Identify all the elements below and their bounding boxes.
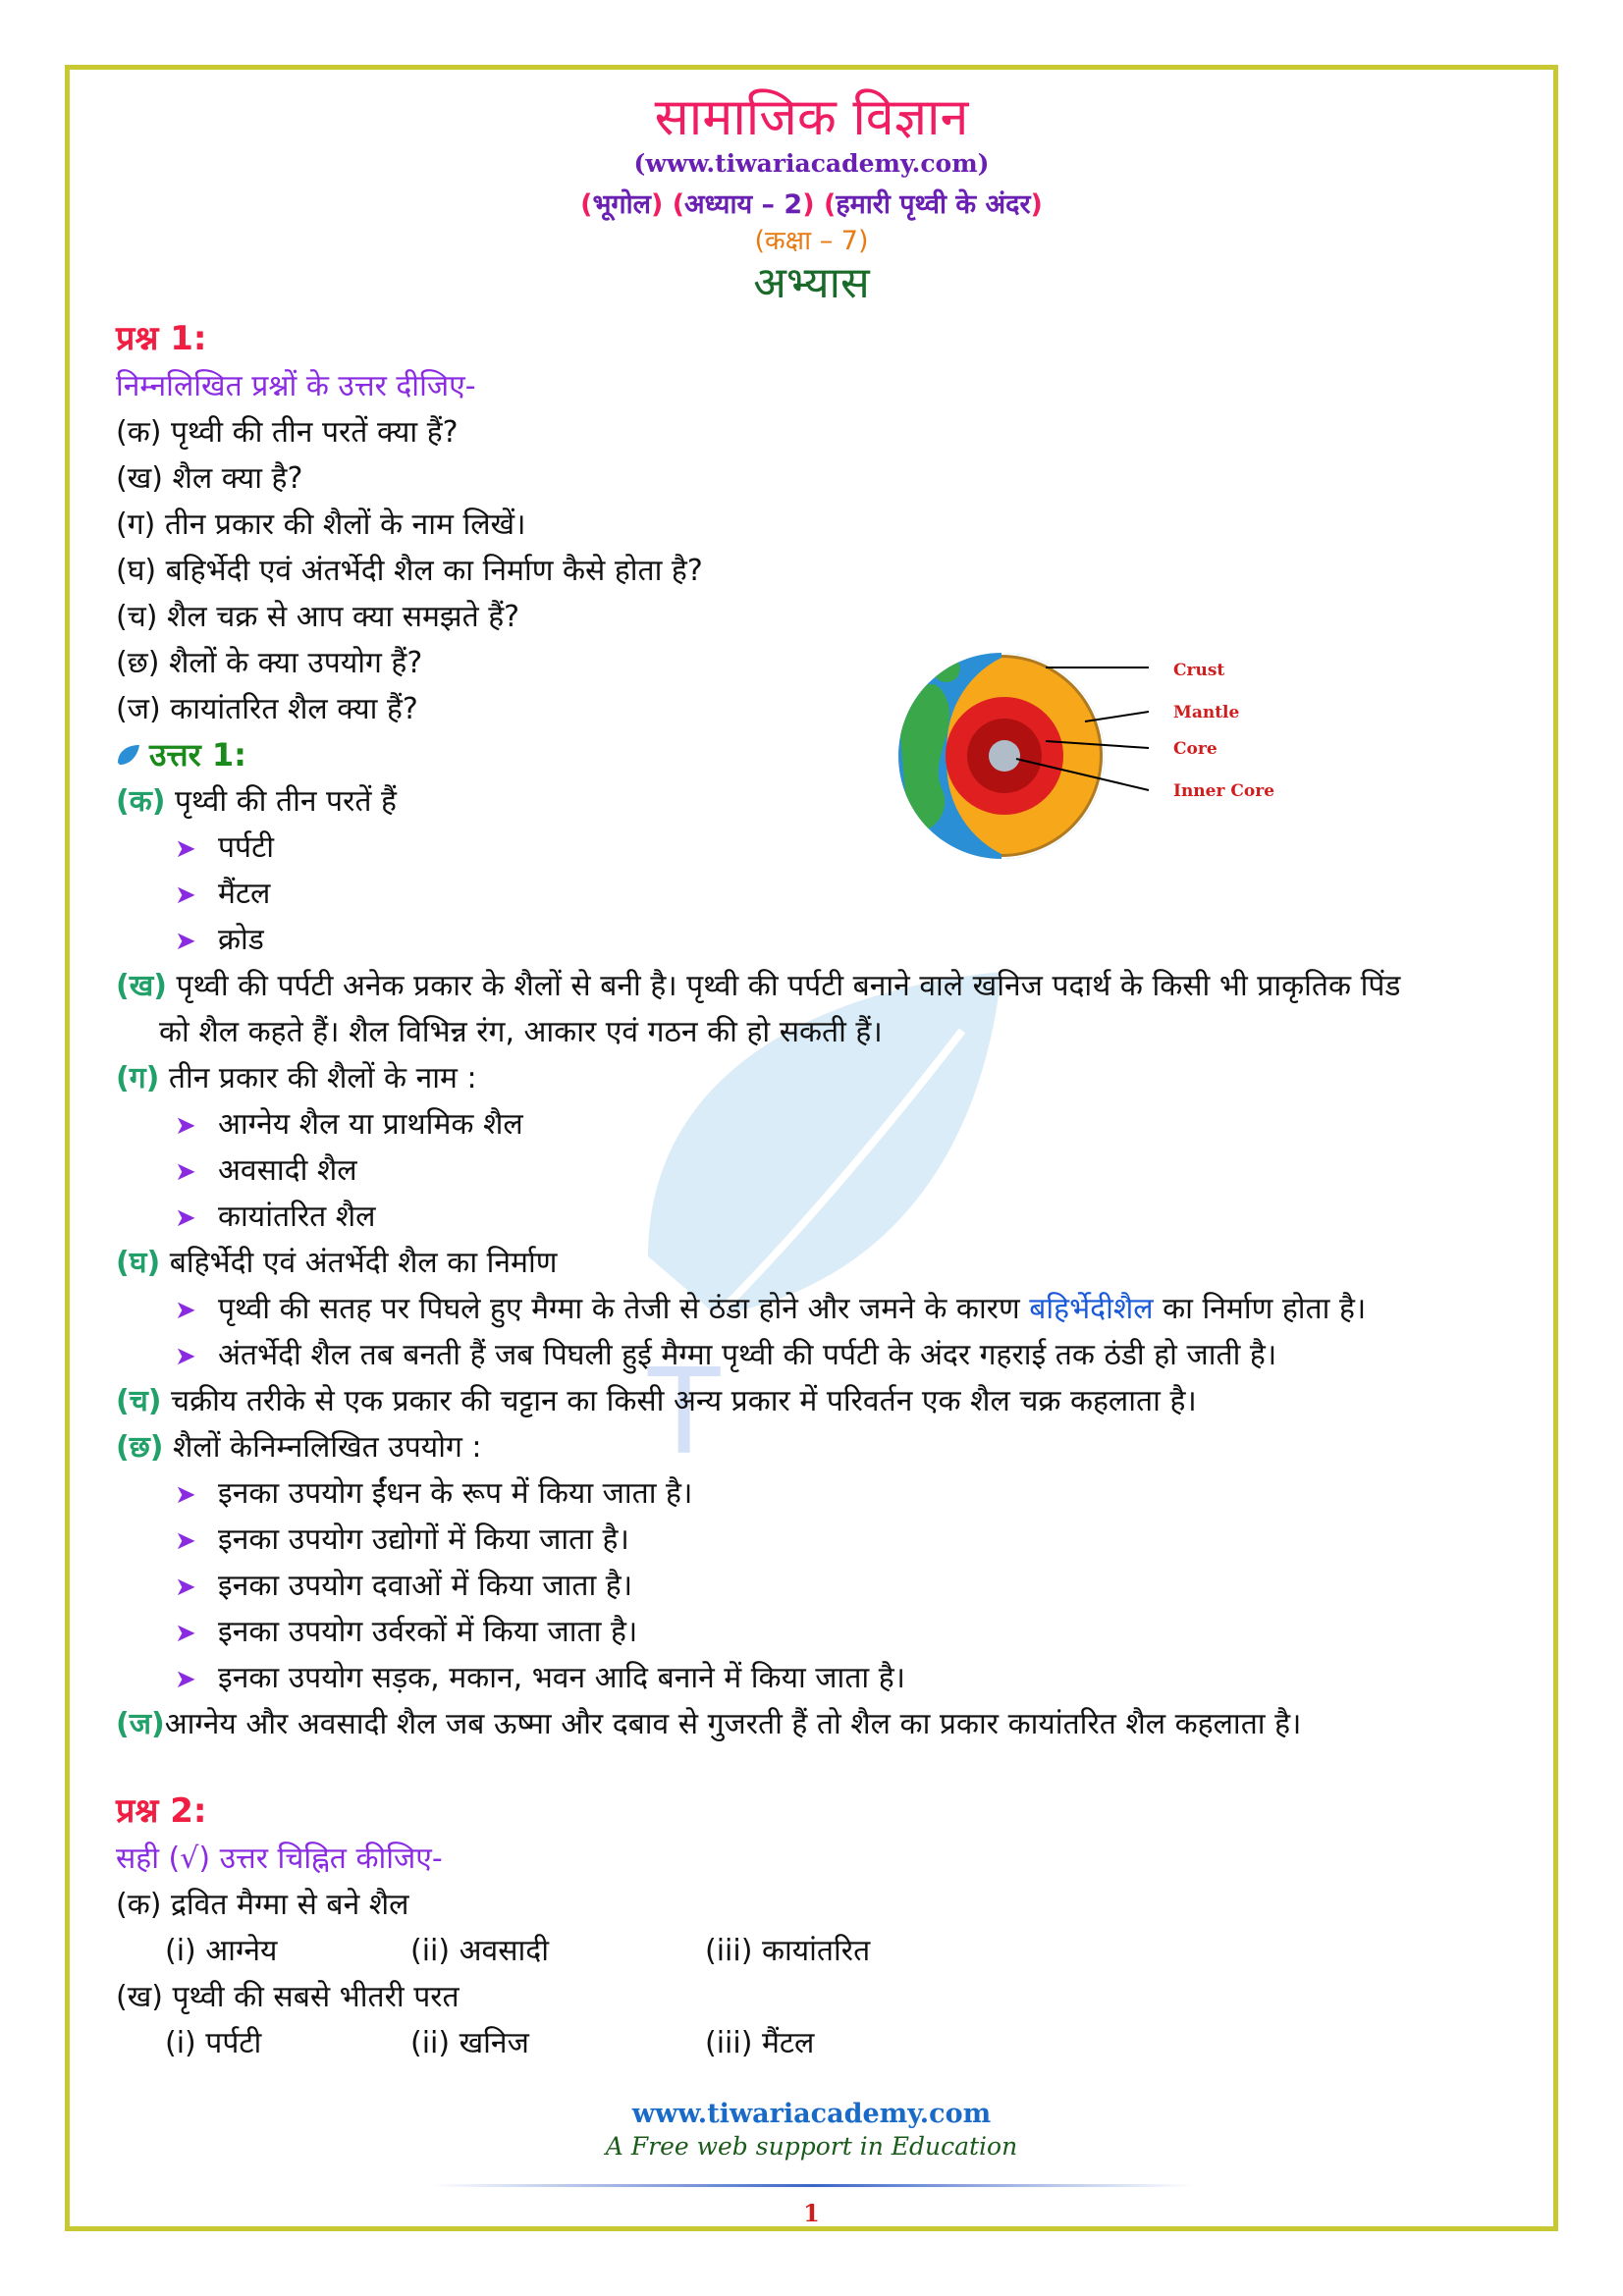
list-item bbox=[116, 871, 1530, 917]
arrow-bullet-icon: ➤ bbox=[175, 1619, 196, 1648]
question-2-ka: (क) द्रवित मैग्मा से बने शैल bbox=[116, 1888, 409, 1922]
answer-label: (छ) bbox=[116, 1430, 164, 1465]
arrow-bullet-icon: ➤ bbox=[175, 1203, 196, 1233]
subject: भूगोल bbox=[592, 189, 651, 220]
option[interactable]: (iii) मैंटल bbox=[705, 2026, 815, 2060]
arrow-bullet-icon: ➤ bbox=[175, 834, 196, 864]
answer-chha bbox=[116, 1424, 1530, 1470]
svg-text:T: T bbox=[648, 1345, 721, 1472]
footer-website-link[interactable]: www.tiwariacademy.com bbox=[631, 2099, 992, 2129]
options-row bbox=[116, 2020, 1530, 2066]
list-item-text: इनका उपयोग उद्योगों में किया जाता है। bbox=[218, 1522, 629, 1557]
arrow-bullet-icon: ➤ bbox=[175, 1665, 196, 1694]
label-core: Core bbox=[1173, 739, 1217, 759]
question-1-item: (क) पृथ्वी की तीन परतें क्या हैं? bbox=[116, 415, 459, 450]
list-item-text: इनका उपयोग ईंधन के रूप में किया जाता है। bbox=[218, 1476, 693, 1511]
list-item bbox=[116, 1332, 1530, 1378]
answer-ja bbox=[116, 1701, 1530, 1747]
answer-text: पृथ्वी की तीन परतें हैं bbox=[175, 784, 397, 819]
question-1-item: (ज) कायांतरित शैल क्या हैं? bbox=[116, 692, 418, 726]
list-item-text: अंतर्भेदी शैल तब बनती हैं जब पिघली हुई मैग्मा पृथ्वी की पर्पटी के अंदर गहराई तक ठंडी हो जाती है। bbox=[218, 1338, 1277, 1372]
answer-text: पृथ्वी की पर्पटी अनेक प्रकार के शैलों से बनी है। पृथ्वी की पर्पटी बनाने वाले खनिज पदार्थ के किसी भी प्राकृतिक पिंड bbox=[176, 969, 1401, 1003]
answer-text: शैलों केनिम्नलिखित उपयोग : bbox=[173, 1430, 482, 1465]
list-item-text: क्रोड bbox=[218, 923, 264, 957]
list-item bbox=[116, 1286, 1530, 1332]
answer-label: (घ) bbox=[116, 1246, 161, 1280]
question-1-heading: प्रश्न 1: bbox=[116, 319, 207, 358]
arrow-bullet-icon: ➤ bbox=[175, 1157, 196, 1187]
answer-text: तीन प्रकार की शैलों के नाम : bbox=[168, 1061, 477, 1095]
answer-kha-cont: को शैल कहते हैं। शैल विभिन्न रंग, आकार एवं गठन की हो सकती हैं। bbox=[159, 1015, 883, 1049]
option[interactable]: (ii) अवसादी bbox=[410, 1934, 549, 1968]
list-item bbox=[116, 1517, 1530, 1563]
list-item-text: पृथ्वी की सतह पर पिघले हुए मैग्मा के तेजी से ठंडा होने और जमने के कारण bbox=[218, 1292, 1030, 1326]
list-item-text: मैंटल bbox=[218, 877, 271, 911]
website-header: (www.tiwariacademy.com) bbox=[633, 149, 990, 178]
answer-text: बहिर्भेदी एवं अंतर्भेदी शैल का निर्माण bbox=[169, 1246, 558, 1280]
answer-1-heading bbox=[116, 732, 1530, 778]
list-item bbox=[116, 1470, 1530, 1517]
list-item bbox=[116, 917, 1530, 963]
question-1-instruction: निम्नलिखित प्रश्नों के उत्तर दीजिए- bbox=[116, 369, 476, 403]
page-number: 1 bbox=[803, 2199, 820, 2227]
answer-label: (क) bbox=[116, 784, 166, 819]
arrow-bullet-icon: ➤ bbox=[175, 1342, 196, 1371]
leaf-logo-icon bbox=[116, 743, 141, 769]
chapter-number: अध्याय – 2 bbox=[684, 189, 803, 220]
class-text: कक्षा – 7 bbox=[765, 226, 858, 256]
question-1-item: (घ) बहिर्भेदी एवं अंतर्भेदी शैल का निर्माण कैसे होता है? bbox=[116, 554, 703, 588]
label-mantle: Mantle bbox=[1173, 703, 1240, 722]
answer-text: चक्रीय तरीके से एक प्रकार की चट्टान का किसी अन्य प्रकार में परिवर्तन एक शैल चक्र कहलाता है। bbox=[171, 1384, 1197, 1418]
answer-label: (ग) bbox=[116, 1061, 160, 1095]
question-2-kha: (ख) पृथ्वी की सबसे भीतरी परत bbox=[116, 1980, 460, 2014]
arrow-bullet-icon: ➤ bbox=[175, 881, 196, 910]
list-item bbox=[116, 1609, 1530, 1655]
option[interactable]: (i) पर्पटी bbox=[165, 2026, 262, 2060]
list-item-text: पर्पटी bbox=[218, 830, 274, 865]
arrow-bullet-icon: ➤ bbox=[175, 1296, 196, 1325]
answer-label: (च) bbox=[116, 1384, 162, 1418]
list-item bbox=[116, 1655, 1530, 1701]
answer-label: (ज) bbox=[116, 1707, 165, 1741]
arrow-bullet-icon: ➤ bbox=[175, 927, 196, 956]
page-title: सामाजिक विज्ञान bbox=[654, 88, 969, 147]
option[interactable]: (ii) खनिज bbox=[410, 2026, 529, 2060]
list-item-text: कायांतरित शैल bbox=[218, 1200, 376, 1234]
question-1-item: (च) शैल चक्र से आप क्या समझते हैं? bbox=[116, 600, 520, 634]
answer-cha bbox=[116, 1378, 1530, 1424]
question-2-instruction: सही (√) उत्तर चिह्नित कीजिए- bbox=[116, 1842, 443, 1876]
list-item-text: इनका उपयोग सड़क, मकान, भवन आदि बनाने में किया जाता है। bbox=[218, 1661, 906, 1695]
answer-kha bbox=[116, 963, 1530, 1009]
section-title: अभ्यास bbox=[753, 258, 870, 308]
answer-text: आग्नेय और अवसादी शैल जब ऊष्मा और दबाव से गुजरती हैं तो शैल का प्रकार कायांतरित शैल कहलाता है। bbox=[164, 1707, 1302, 1741]
answer-label: (ख) bbox=[116, 969, 167, 1003]
answer-ka bbox=[116, 778, 1530, 825]
options-row bbox=[116, 1928, 1530, 1974]
arrow-bullet-icon: ➤ bbox=[175, 1111, 196, 1141]
question-1-item: (छ) शैलों के क्या उपयोग हैं? bbox=[116, 646, 423, 680]
list-item-text: का निर्माण होता है। bbox=[1153, 1292, 1367, 1326]
question-1-item: (ग) तीन प्रकार की शैलों के नाम लिखें। bbox=[116, 507, 526, 542]
list-item bbox=[116, 825, 1530, 871]
class-label: (कक्षा – 7) bbox=[754, 226, 869, 256]
list-item-text: इनका उपयोग उर्वरकों में किया जाता है। bbox=[218, 1615, 638, 1649]
question-1-item: (ख) शैल क्या है? bbox=[116, 461, 303, 496]
chapter-subtitle: (भूगोल) (अध्याय – 2) (हमारी पृथ्वी के अंदर) bbox=[580, 189, 1043, 220]
footer-tagline: A Free web support in Education bbox=[605, 2132, 1018, 2161]
arrow-bullet-icon: ➤ bbox=[175, 1573, 196, 1602]
answer-ga bbox=[116, 1055, 1530, 1101]
answer-1-title: उत्तर 1: bbox=[149, 736, 246, 774]
arrow-bullet-icon: ➤ bbox=[175, 1526, 196, 1556]
chapter-name: हमारी पृथ्वी के अंदर bbox=[836, 189, 1031, 220]
list-item bbox=[116, 1148, 1530, 1194]
list-item bbox=[116, 1101, 1530, 1148]
option[interactable]: (i) आग्नेय bbox=[165, 1934, 278, 1968]
option[interactable]: (iii) कायांतरित bbox=[705, 1934, 871, 1968]
footer-divider bbox=[432, 2184, 1193, 2187]
list-item-text: अवसादी शैल bbox=[218, 1153, 357, 1188]
main-content bbox=[116, 314, 1530, 2066]
list-item bbox=[116, 1194, 1530, 1240]
answer-gha bbox=[116, 1240, 1530, 1286]
list-item-text: आग्नेय शैल या प्राथमिक शैल bbox=[218, 1107, 523, 1142]
list-item-text: इनका उपयोग दवाओं में किया जाता है। bbox=[218, 1569, 633, 1603]
question-2-heading: प्रश्न 2: bbox=[116, 1791, 207, 1831]
label-inner-core: Inner Core bbox=[1173, 781, 1275, 801]
extrusive-rock-link[interactable]: बहिर्भेदीशैल bbox=[1029, 1292, 1154, 1326]
list-item bbox=[116, 1563, 1530, 1609]
arrow-bullet-icon: ➤ bbox=[175, 1480, 196, 1510]
label-crust: Crust bbox=[1173, 661, 1225, 680]
